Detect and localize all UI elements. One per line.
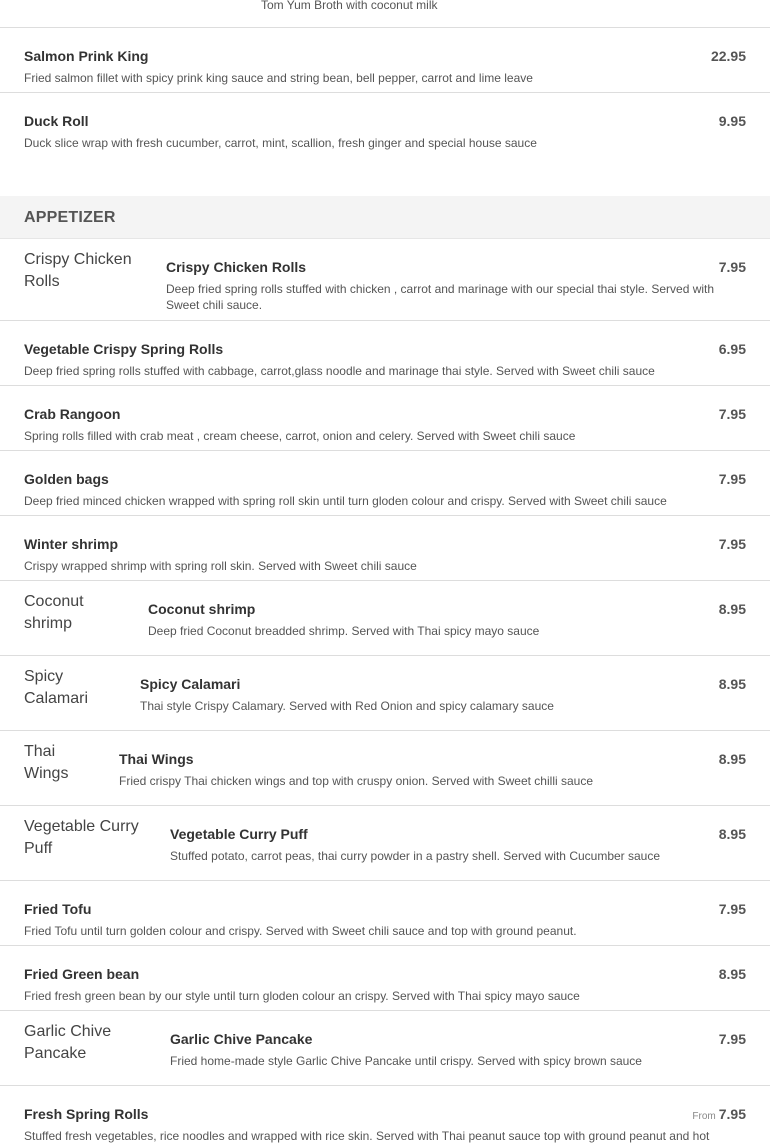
price-value: 7.95 [718,1106,746,1122]
item-image[interactable]: Spicy Calamari [24,668,89,707]
item-description: Tom Yum Broth with coconut milk [261,0,438,12]
menu-item-garlic-chive-pancake[interactable] [0,1011,770,1086]
item-image[interactable]: Coconut shrimp [24,593,84,632]
item-price: 7.95 [718,901,746,917]
item-price: 7.95 [718,1031,746,1047]
menu-item-golden-bags[interactable] [0,451,770,516]
menu-item-thai-wings[interactable] [0,731,770,806]
item-description: Deep fried spring rolls stuffed with chicken , carrot and marinage with our special thai style. Served with Sweet chili sauce. [166,282,715,312]
item-price: 7.95 [718,471,746,487]
menu-item-vegetable-crispy-spring-rolls[interactable] [0,321,770,386]
menu-item-vegetable-curry-puff[interactable] [0,806,770,881]
item-price: 8.95 [718,676,746,692]
item-description: Fried fresh green bean by our style until turn gloden colour an crispy. Served with Thai spicy mayo sauce [24,989,580,1003]
item-description: Crispy wrapped shrimp with spring roll skin. Served with Sweet chili sauce [24,559,417,573]
item-description: Duck slice wrap with fresh cucumber, carrot, mint, scallion, fresh ginger and special house sauce [24,136,537,150]
section-title: APPETIZER [24,209,116,226]
item-name: Fried Green bean [24,966,140,982]
item-name: Vegetable Curry Puff [170,826,308,842]
menu-item-duck-roll[interactable] [0,93,770,150]
item-name: Spicy Calamari [140,676,241,692]
item-name: Duck Roll [24,113,89,129]
item-name: Salmon Prink King [24,48,149,64]
section-header-appetizer [0,196,770,239]
section-spacer [0,145,770,196]
item-price: 6.95 [718,341,746,357]
item-price: 8.95 [718,826,746,842]
item-description: Thai style Crispy Calamary. Served with Red Onion and spicy calamary sauce [140,699,554,713]
menu-item-crispy-chicken-rolls[interactable] [0,239,770,321]
item-price: 8.95 [718,601,746,617]
item-name: Coconut shrimp [148,601,256,617]
item-price [692,1106,746,1122]
item-description: Fried home-made style Garlic Chive Pancake until crispy. Served with spicy brown sauce [170,1054,642,1068]
item-price: 9.95 [718,113,746,129]
item-description: Stuffed potato, carrot peas, thai curry powder in a pastry shell. Served with Cucumber sauce [170,849,661,863]
item-image[interactable]: Vegetable Curry Puff [24,818,139,857]
item-description: Fried Tofu until turn golden colour and crispy. Served with Sweet chili sauce and top with ground peanut. [24,924,577,938]
item-name: Garlic Chive Pancake [170,1031,313,1047]
item-description: Spring rolls filled with crab meat , cream cheese, carrot, onion and celery. Served with Sweet chili sauce [24,429,576,443]
menu-item-partial[interactable] [0,0,770,28]
menu-item-spicy-calamari[interactable] [0,656,770,731]
item-description: Stuffed fresh vegetables, rice noodles and wrapped with rice skin. Served with Thai peanut sauce top with ground peanut and hot [24,1129,710,1143]
item-price: 7.95 [718,536,746,552]
item-name: Golden bags [24,471,109,487]
menu-item-fried-green-bean[interactable] [0,946,770,1011]
menu-item-crab-rangoon[interactable] [0,386,770,451]
menu-item-salmon-prink-king[interactable] [0,28,770,93]
item-name: Winter shrimp [24,536,118,552]
item-price: 22.95 [710,48,746,64]
item-image[interactable]: Crispy Chicken Rolls [24,251,132,290]
item-image[interactable]: Garlic Chive Pancake [24,1023,112,1062]
menu-item-coconut-shrimp[interactable] [0,581,770,656]
price-from-label: From [692,1111,716,1122]
item-name: Fresh Spring Rolls [24,1106,149,1122]
item-name: Crab Rangoon [24,406,121,422]
item-description: Fried salmon fillet with spicy prink king sauce and string bean, bell pepper, carrot and lime leave [24,71,533,85]
item-price: 8.95 [718,751,746,767]
item-name: Vegetable Crispy Spring Rolls [24,341,224,357]
item-name: Crispy Chicken Rolls [166,259,307,275]
item-image[interactable]: Thai Wings [24,743,69,782]
menu-item-winter-shrimp[interactable] [0,516,770,581]
item-description: Fried crispy Thai chicken wings and top with cruspy onion. Served with Sweet chilli sauce [119,774,593,788]
menu-item-fresh-spring-rolls[interactable] [0,1086,770,1146]
item-name: Fried Tofu [24,901,92,917]
item-description: Deep fried spring rolls stuffed with cabbage, carrot,glass noodle and marinage thai style. Served with Sweet chili sauce [24,364,655,378]
item-price: 7.95 [718,259,746,275]
item-description: Deep fried Coconut breadded shrimp. Served with Thai spicy mayo sauce [148,624,540,638]
item-price: 7.95 [718,406,746,422]
item-description: Deep fried minced chicken wrapped with spring roll skin until turn gloden colour and crispy. Served with Sweet chili sauce [24,494,667,508]
item-name: Thai Wings [119,751,194,767]
item-price: 8.95 [718,966,746,982]
menu-item-fried-tofu[interactable] [0,881,770,946]
